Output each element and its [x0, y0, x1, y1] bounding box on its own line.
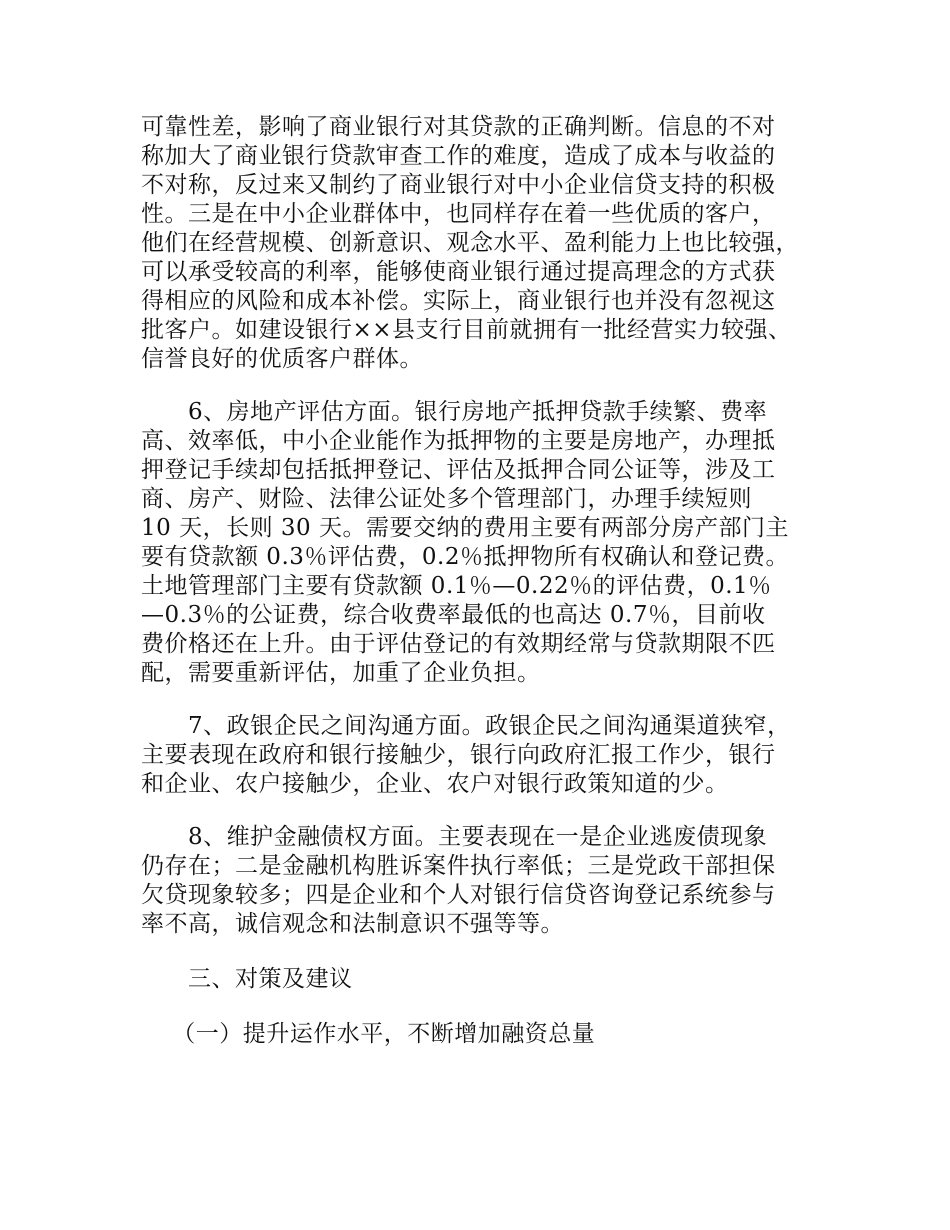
text-line: 仍存在；二是金融机构胜诉案件执行率低；三是党政干部担保 — [141, 853, 776, 879]
text-line: 主要表现在政府和银行接触少，银行向政府汇报工作少，银行 — [141, 742, 776, 768]
text-line: 可以承受较高的利率，能够使商业银行通过提高理念的方式获 — [141, 259, 776, 285]
text-line: 10 天，长则 30 天。需要交纳的费用主要有两部分房产部门主 — [141, 515, 789, 541]
text-line: 6、房地产评估方面。银行房地产抵押贷款手续繁、费率 — [141, 399, 768, 425]
text-line: 和企业、农户接触少，企业、农户对银行政策知道的少。 — [141, 771, 729, 797]
text-line: 得相应的风险和成本补偿。实际上，商业银行也并没有忽视这 — [141, 288, 776, 314]
text-line: 信誉良好的优质客户群体。 — [141, 346, 423, 372]
text-line: 费价格还在上升。由于评估登记的有效期经常与贷款期限不匹 — [141, 631, 776, 657]
text-line: 三、对策及建议 — [141, 966, 353, 992]
text-line: 配，需要重新评估，加重了企业负担。 — [141, 660, 541, 686]
text-line: 性。三是在中小企业群体中，也同样存在着一些优质的客户， — [141, 201, 776, 227]
text-line: 率不高，诚信观念和法制意识不强等等。 — [141, 911, 564, 937]
text-line: （一）提升运作水平，不断增加融资总量 — [141, 1021, 596, 1047]
text-line: 不对称，反过来又制约了商业银行对中小企业信贷支持的积极 — [141, 172, 776, 198]
text-line: 要有贷款额 0.3％评估费，0.2％抵押物所有权确认和登记费。 — [141, 544, 789, 570]
text-line: 可靠性差，影响了商业银行对其贷款的正确判断。信息的不对 — [141, 114, 776, 140]
text-line: —0.3％的公证费，综合收费率最低的也高达 0.7％，目前收 — [141, 602, 766, 628]
text-line: 8、维护金融债权方面。主要表现在一是企业逃废债现象 — [141, 824, 768, 850]
text-line: 高、效率低，中小企业能作为抵押物的主要是房地产，办理抵 — [141, 428, 776, 454]
text-line: 欠贷现象较多；四是企业和个人对银行信贷咨询登记系统参与 — [141, 882, 776, 908]
text-line: 批客户。如建设银行××县支行目前就拥有一批经营实力较强、 — [141, 317, 792, 343]
text-line: 称加大了商业银行贷款审查工作的难度，造成了成本与收益的 — [141, 143, 776, 169]
text-line: 7、政银企民之间沟通方面。政银企民之间沟通渠道狭窄， — [141, 713, 791, 739]
text-line: 押登记手续却包括抵押登记、评估及抵押合同公证等，涉及工 — [141, 457, 776, 483]
text-line: 土地管理部门主要有贷款额 0.1％—0.22％的评估费，0.1％ — [141, 573, 772, 599]
text-line: 他们在经营规模、创新意识、观念水平、盈利能力上也比较强， — [141, 230, 799, 256]
text-line: 商、房产、财险、法律公证处多个管理部门，办理手续短则 — [141, 486, 752, 512]
